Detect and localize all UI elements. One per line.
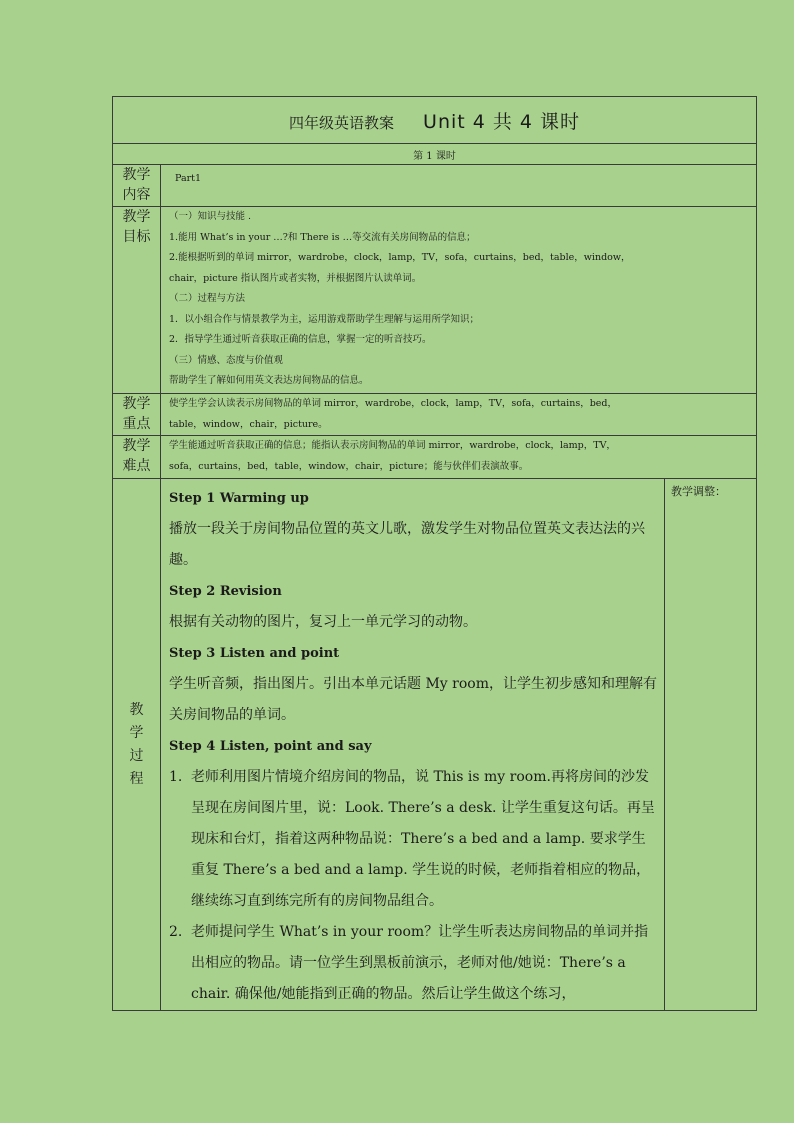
teaching-adjustment-cell — [665, 479, 757, 1011]
key-points-text: 使学生学会认读表示房间物品的单词 mirror，wardrobe，clock，lamp，TV，sofa，curtains，bed， table，window，chair，picture。 — [161, 394, 757, 436]
step-3-text: 学生听音频，指出图片。引出本单元话题 My room，让学生初步感知和理解有关房间物品的单词。 — [169, 676, 657, 723]
period-label: 第 1 课时 — [113, 144, 757, 165]
process-label: 教 学 过 程 — [113, 479, 161, 1011]
title-chinese: 四年级英语教案 — [288, 113, 394, 132]
title-unit: Unit 4 共 4 课时 — [423, 110, 581, 133]
content-label: 教学 内容 — [113, 165, 161, 207]
step-3-title: Step 3 Listen and point — [169, 646, 340, 661]
step-4-title: Step 4 Listen, point and say — [169, 739, 372, 754]
lesson-plan-table — [112, 96, 757, 1011]
lesson-plan-page — [112, 96, 756, 1011]
step-2-text: 根据有关动物的图片，复习上一单元学习的动物。 — [169, 614, 477, 630]
step-4-list — [169, 762, 658, 1010]
list-item: 1. 老师利用图片情境介绍房间的物品，说 This is my room.再将房间的沙发呈现在房间图片里，说：Look. There’s a desk. 让学生重复这句话。再呈现床和台灯，指着这两种物品说：There’s a bed and a lamp. 要求学生重复 There’s a bed and a lamp. 学生说的时候，老师指着相应的物品，继续练习直到练完所有的房间物品组合。 — [169, 769, 655, 909]
objectives-label: 教学 目标 — [113, 207, 161, 394]
content-value: Part1 — [161, 165, 757, 207]
objectives-text: （一）知识与技能 . 1.能用 What’s in your …?和 There is …等交流有关房间物品的信息； 2.能根据听到的单词 mirror，wardrobe，clock，lamp，TV，sofa，curtains，bed，table，window， chair，picture 指认图片或者实物，并根据图片认读单词。 （二）过程与方法 1．以小组合作与情景教学为主，运用游戏帮助学生理解与运用所学知识； 2．指导学生通过听音获取正确的信息，掌握一定的听音技巧。 （三）情感、态度与价值观 帮助学生了解如何用英文表达房间物品的信息。 — [161, 207, 757, 394]
difficulties-text: 学生能通过听音获取正确的信息；能指认表示房间物品的单词 mirror，wardrobe，clock，lamp，TV， sofa，curtains，bed，table，window，chair，picture；能与伙伴们表演故事。 — [161, 436, 757, 479]
teaching-adjustment-label: 教学调整： — [671, 485, 726, 498]
list-item: 2. 老师提问学生 What’s in your room？让学生听表达房间物品的单词并指出相应的物品。请一位学生到黑板前演示，老师对他/她说：There’s a chair. 确保他/她能指到正确的物品。然后让学生做这个练习， — [169, 924, 649, 1002]
title-row — [113, 97, 757, 144]
process-content — [161, 479, 665, 1011]
key-points-label: 教学 重点 — [113, 394, 161, 436]
step-2-title: Step 2 Revision — [169, 584, 282, 599]
step-1-text: 播放一段关于房间物品位置的英文儿歌，激发学生对物品位置英文表达法的兴趣。 — [169, 521, 645, 568]
difficulties-label: 教学 难点 — [113, 436, 161, 479]
step-1-title: Step 1 Warming up — [169, 491, 309, 506]
